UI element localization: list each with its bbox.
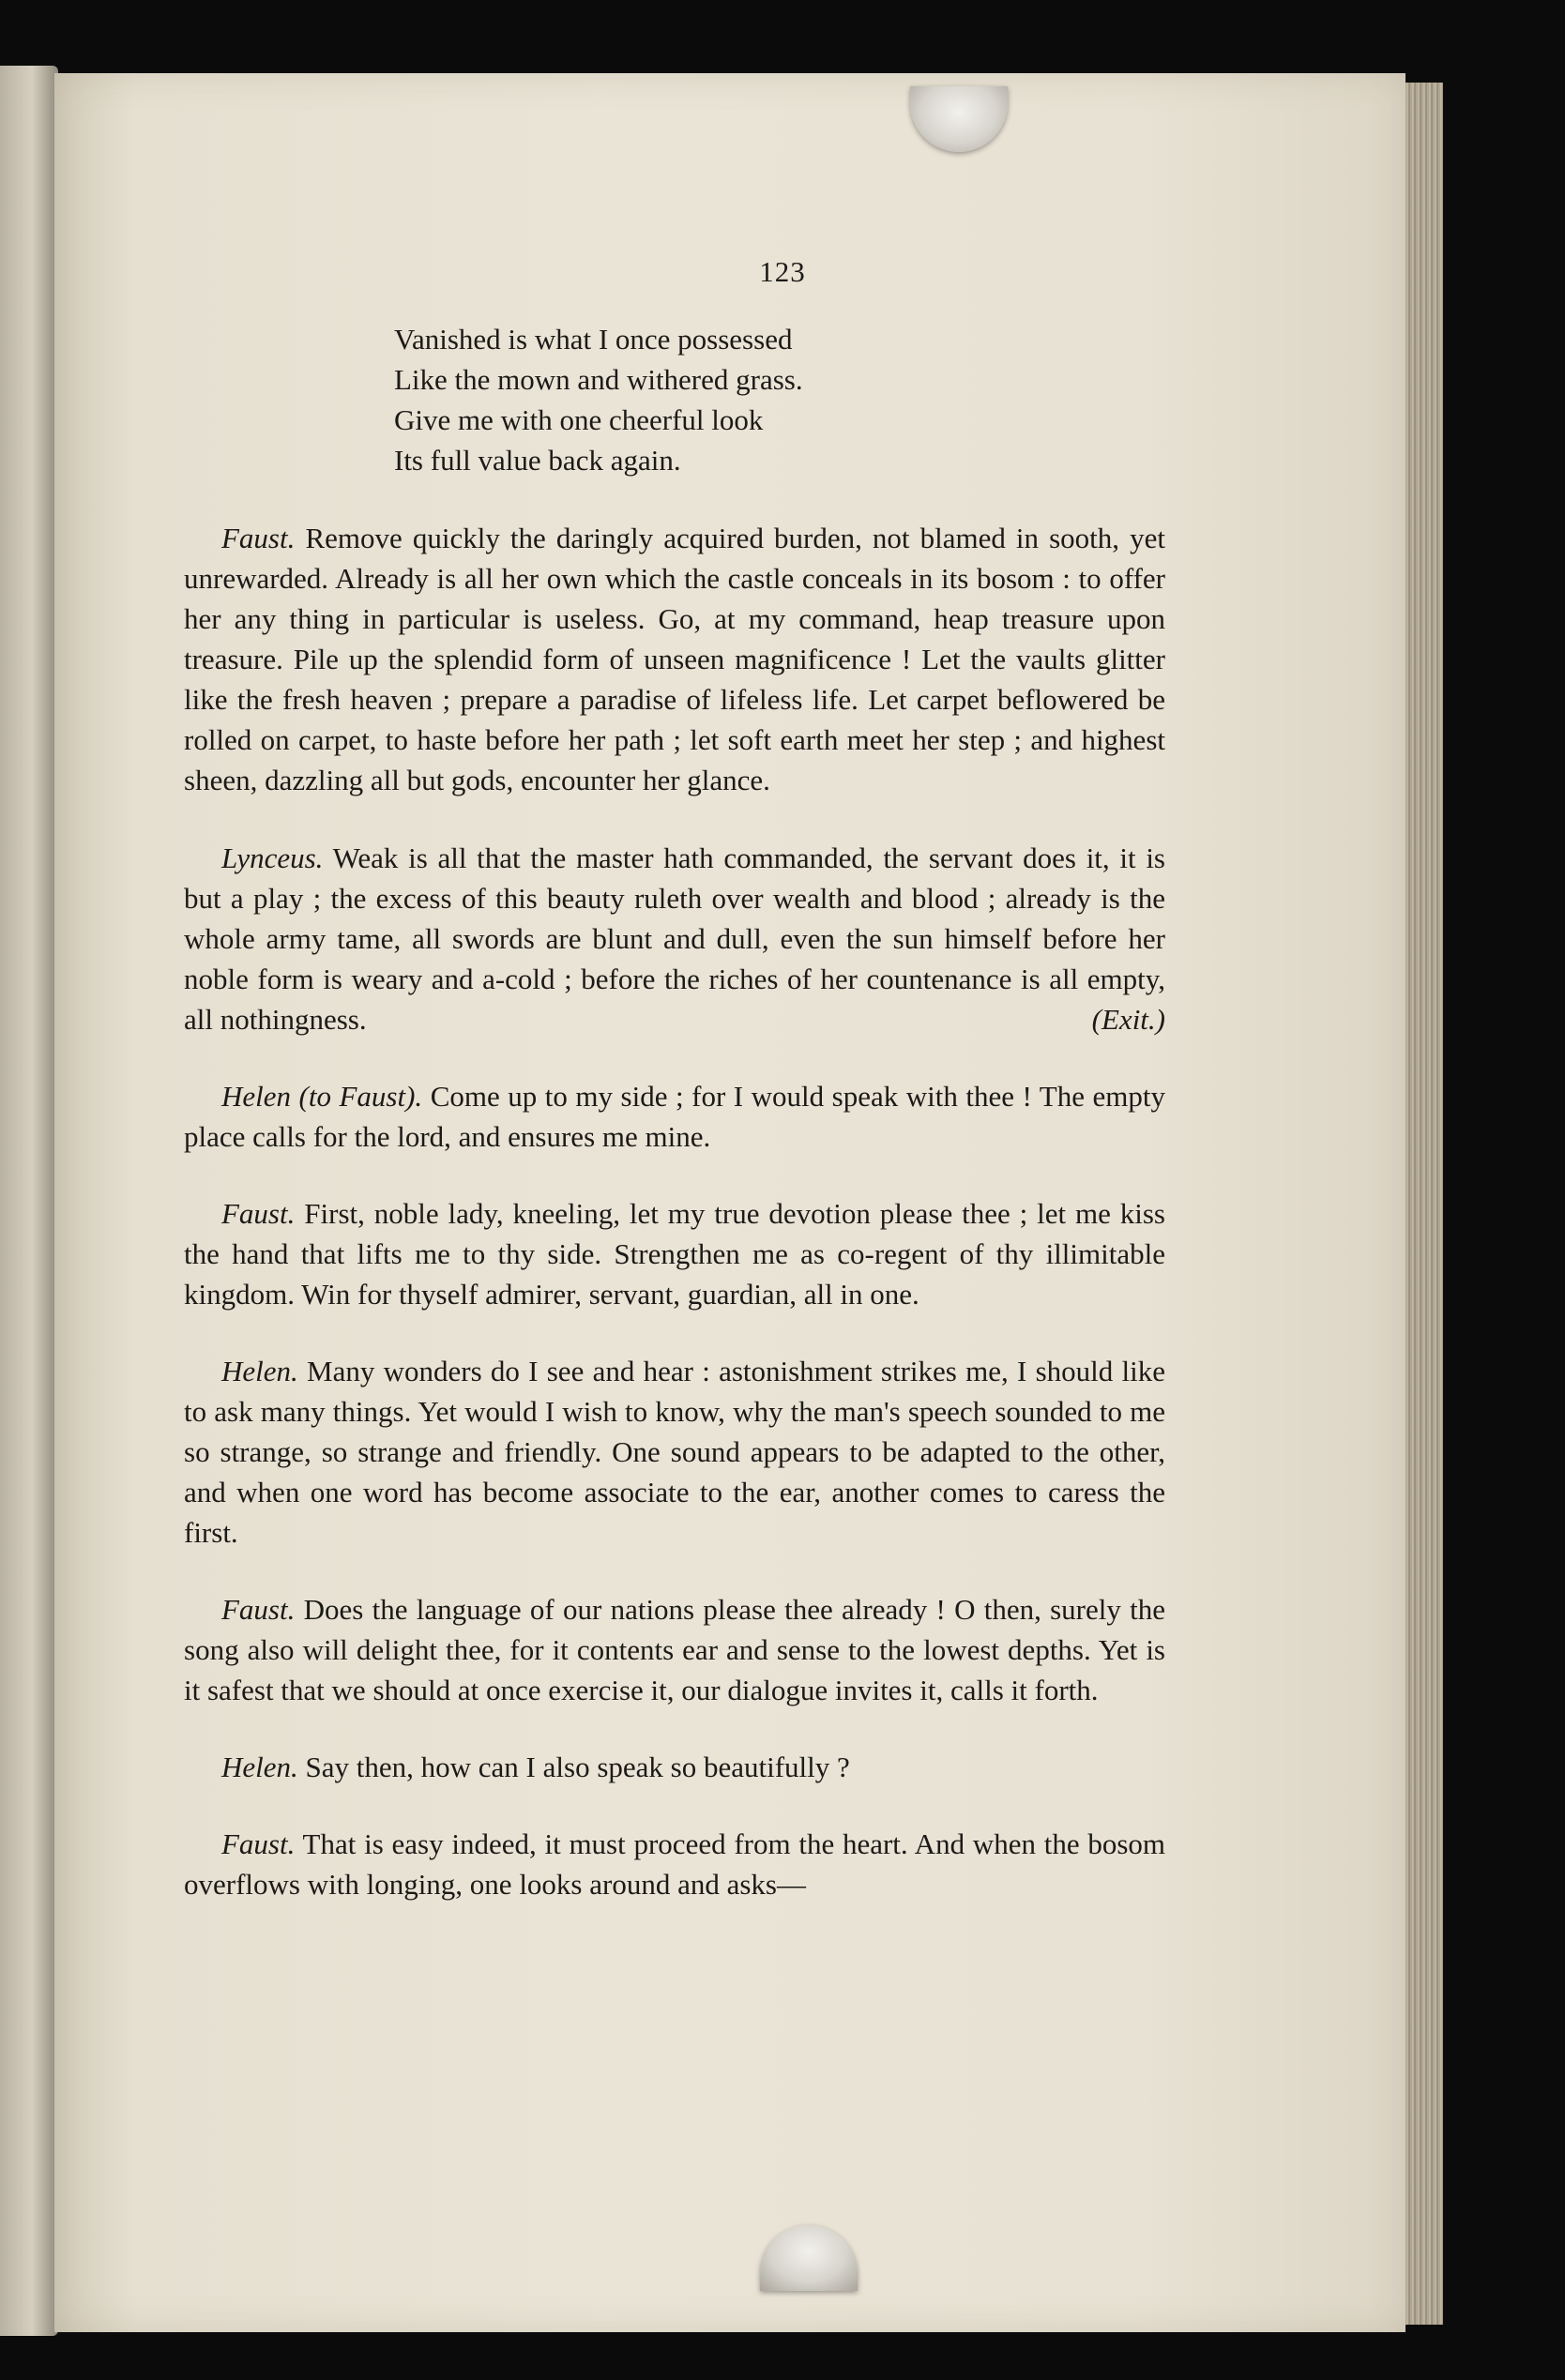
- speaker-name: Helen.: [221, 1355, 298, 1387]
- speech-text: Weak is all that the master hath commanded, the servant does it, it is but a play ; the excess of this beauty ruleth over wealth and blood ; already is the whole army tame, all swords are blunt and dull, even the sun himself before her noble form is weary and a-cold ; before the riches of her countenance is all empty, all nothingness.: [184, 841, 1165, 1036]
- paragraph-helen-1: [184, 1076, 1165, 1157]
- speech-text: Remove quickly the daringly acquired burden, not blamed in sooth, yet unrewarded. Already is all her own which the castle conceals in its bosom : to offer her any thing in particular is useless. Go, at my command, heap treasure upon treasure. Pile up the splendid form of unseen magnificence ! Let the vaults glitter like the fresh heaven ; prepare a paradise of lifeless life. Let carpet beflowered be rolled on carpet, to haste before her path ; let soft earth meet her step ; and highest sheen, dazzling all but gods, encounter her glance.: [184, 522, 1165, 796]
- paragraph-helen-2: [184, 1351, 1165, 1553]
- speaker-name: Faust.: [221, 1827, 296, 1860]
- stage-direction-exit: (Exit.): [1091, 1003, 1165, 1036]
- page-stack-edge: [1405, 83, 1443, 2325]
- page-number: 123: [759, 255, 806, 288]
- speech-text: Does the language of our nations please thee already ! O then, surely the song also will delight thee, for it contents ear and sense to the lowest depths. Yet is it safest that we should at once exercise it, our dialogue invites it, calls it forth.: [184, 1593, 1165, 1706]
- page-text: [184, 253, 1165, 1904]
- verse-line: Give me with one cheerful look: [394, 403, 764, 436]
- speaker-name: Faust.: [221, 1197, 296, 1230]
- speech-text: Say then, how can I also speak so beautifully ?: [297, 1751, 850, 1783]
- speaker-name: Lynceus.: [221, 841, 324, 874]
- paragraph-faust-2: [184, 1193, 1165, 1314]
- verse-line: Like the mown and withered grass.: [394, 363, 803, 396]
- verse-line: Vanished is what I once possessed: [394, 323, 793, 356]
- left-page-edge: [0, 66, 58, 2336]
- paragraph-faust-3: [184, 1589, 1165, 1710]
- paragraph-faust-1: [184, 518, 1165, 800]
- verse-line: Its full value back again.: [394, 444, 681, 477]
- paragraph-lynceus: [184, 838, 1165, 1039]
- verse-stanza: [394, 319, 1165, 480]
- speech-text: Many wonders do I see and hear : astonishment strikes me, I should like to ask many things. Yet would I wish to know, why the man's speech sounded to me so strange, so strange and friendly. One sound appears to be adapted to the other, and when one word has become associate to the ear, another comes to caress the first.: [184, 1355, 1165, 1549]
- speaker-name: Faust.: [221, 1593, 296, 1626]
- paragraph-faust-4: [184, 1824, 1165, 1904]
- speech-text: That is easy indeed, it must proceed from the heart. And when the bosom overflows with longing, one looks around and asks—: [184, 1827, 1165, 1901]
- speech-text: First, noble lady, kneeling, let my true devotion please thee ; let me kiss the hand that lifts me to thy side. Strengthen me as co-regent of thy illimitable kingdom. Win for thyself admirer, servant, guardian, all in one.: [184, 1197, 1165, 1311]
- speaker-direction: (to Faust).: [291, 1080, 423, 1113]
- speaker-name: Helen.: [221, 1751, 298, 1783]
- speech-text: Come up to my side ; for I would speak with thee ! The empty place calls for the lord, and ensures me mine.: [184, 1080, 1165, 1153]
- speaker-name: Helen: [221, 1080, 292, 1113]
- paragraph-helen-3: [184, 1747, 1165, 1787]
- speaker-name: Faust.: [221, 522, 296, 554]
